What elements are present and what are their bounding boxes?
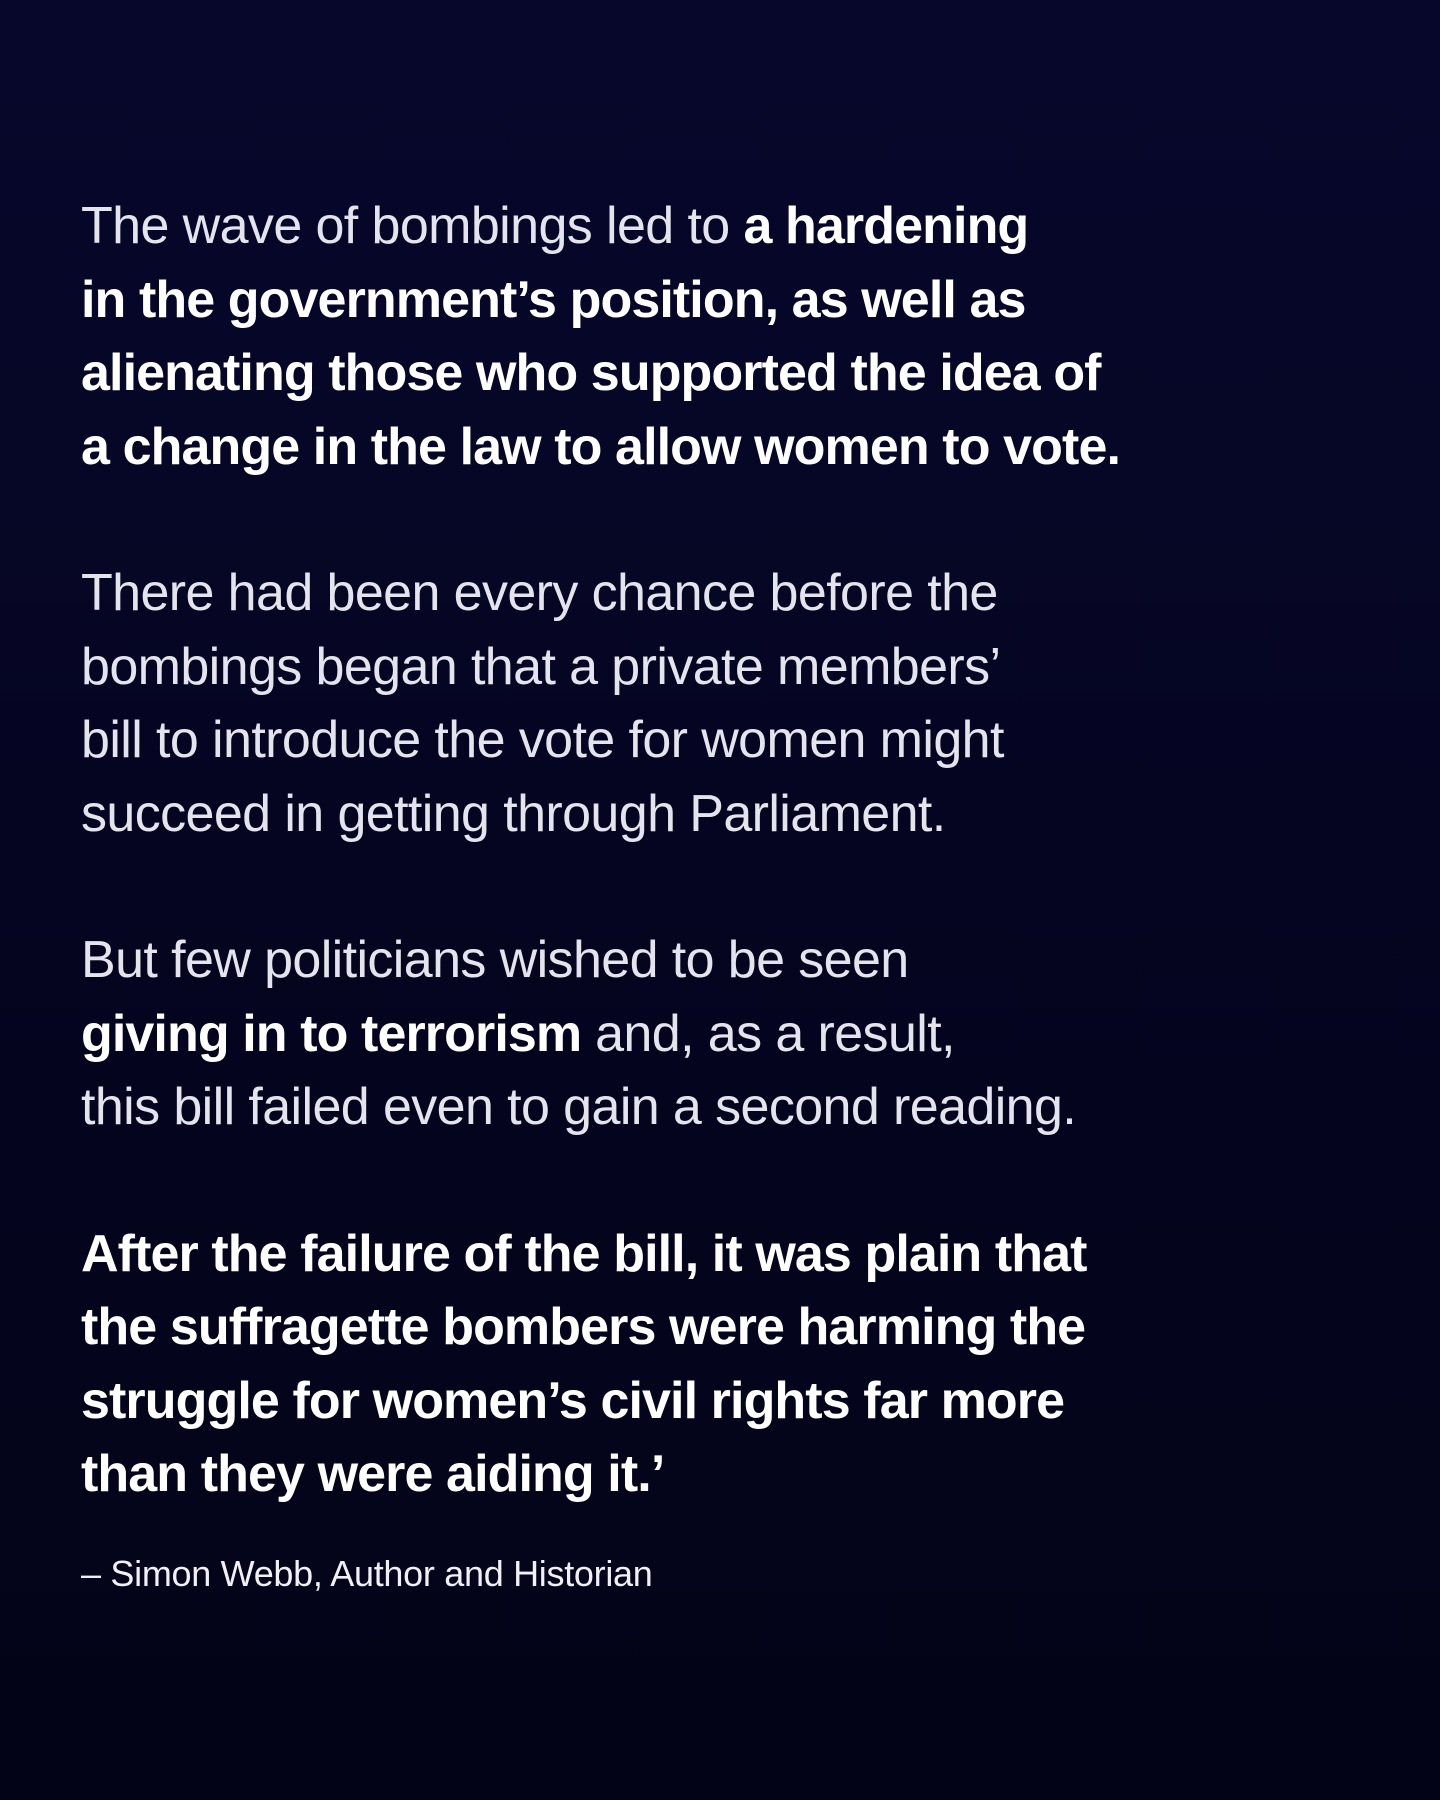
quote-line [81,704,1261,778]
quote-text-emphasis: than they were aiding it.’ [81,1445,665,1503]
quote-text-light: But few politicians wished to be seen [81,931,909,989]
quote-line [81,1071,1261,1145]
quote-line [81,1365,1261,1439]
quote-text-light: this bill failed even to gain a second reading. [81,1078,1077,1136]
quote-line [81,411,1261,485]
quote-paragraph-4 [81,1218,1261,1512]
quote-paragraph-3 [81,924,1261,1145]
quote-paragraph-2 [81,557,1261,851]
quote-line [81,998,1261,1072]
quote-text-emphasis: in the government’s position, as well as [81,270,1026,329]
quote-text-light: There had been every chance before the [81,564,998,622]
quote-text-light: bombings began that a private members’ [81,637,1001,696]
quote-line [81,557,1261,631]
quote-line [81,631,1261,705]
quote-line [81,1438,1261,1512]
quote-line [81,264,1261,338]
quote-text-emphasis: a change in the law to allow women to vote. [81,417,1121,476]
quote-attribution: – Simon Webb, Author and Historian [81,1552,653,1594]
quote-line [81,924,1261,998]
quote-text-light: succeed in getting through Parliament. [81,784,946,843]
quote-line [81,190,1261,264]
quote-text-emphasis: giving in to terrorism [81,1004,582,1063]
quote-text-light: The wave of bombings led to [81,197,744,255]
quote-text-emphasis: alienating those who supported the idea of [81,344,1101,402]
quote-line [81,1218,1261,1292]
quote-paragraph-1 [81,190,1261,484]
quote-text-emphasis: the suffragette bombers were harming the [81,1298,1086,1356]
quote-card [81,190,1261,1598]
quote-text-emphasis: After the failure of the bill, it was plain that [81,1224,1087,1283]
quote-line [81,1291,1261,1365]
quote-line [81,778,1261,852]
quote-text-emphasis: a hardening [743,197,1029,255]
quote-text-light: and, as a result, [581,1004,955,1063]
quote-text-emphasis: struggle for women’s civil rights far more [81,1371,1065,1430]
quote-line [81,337,1261,411]
quote-text-light: bill to introduce the vote for women might [81,711,1004,769]
